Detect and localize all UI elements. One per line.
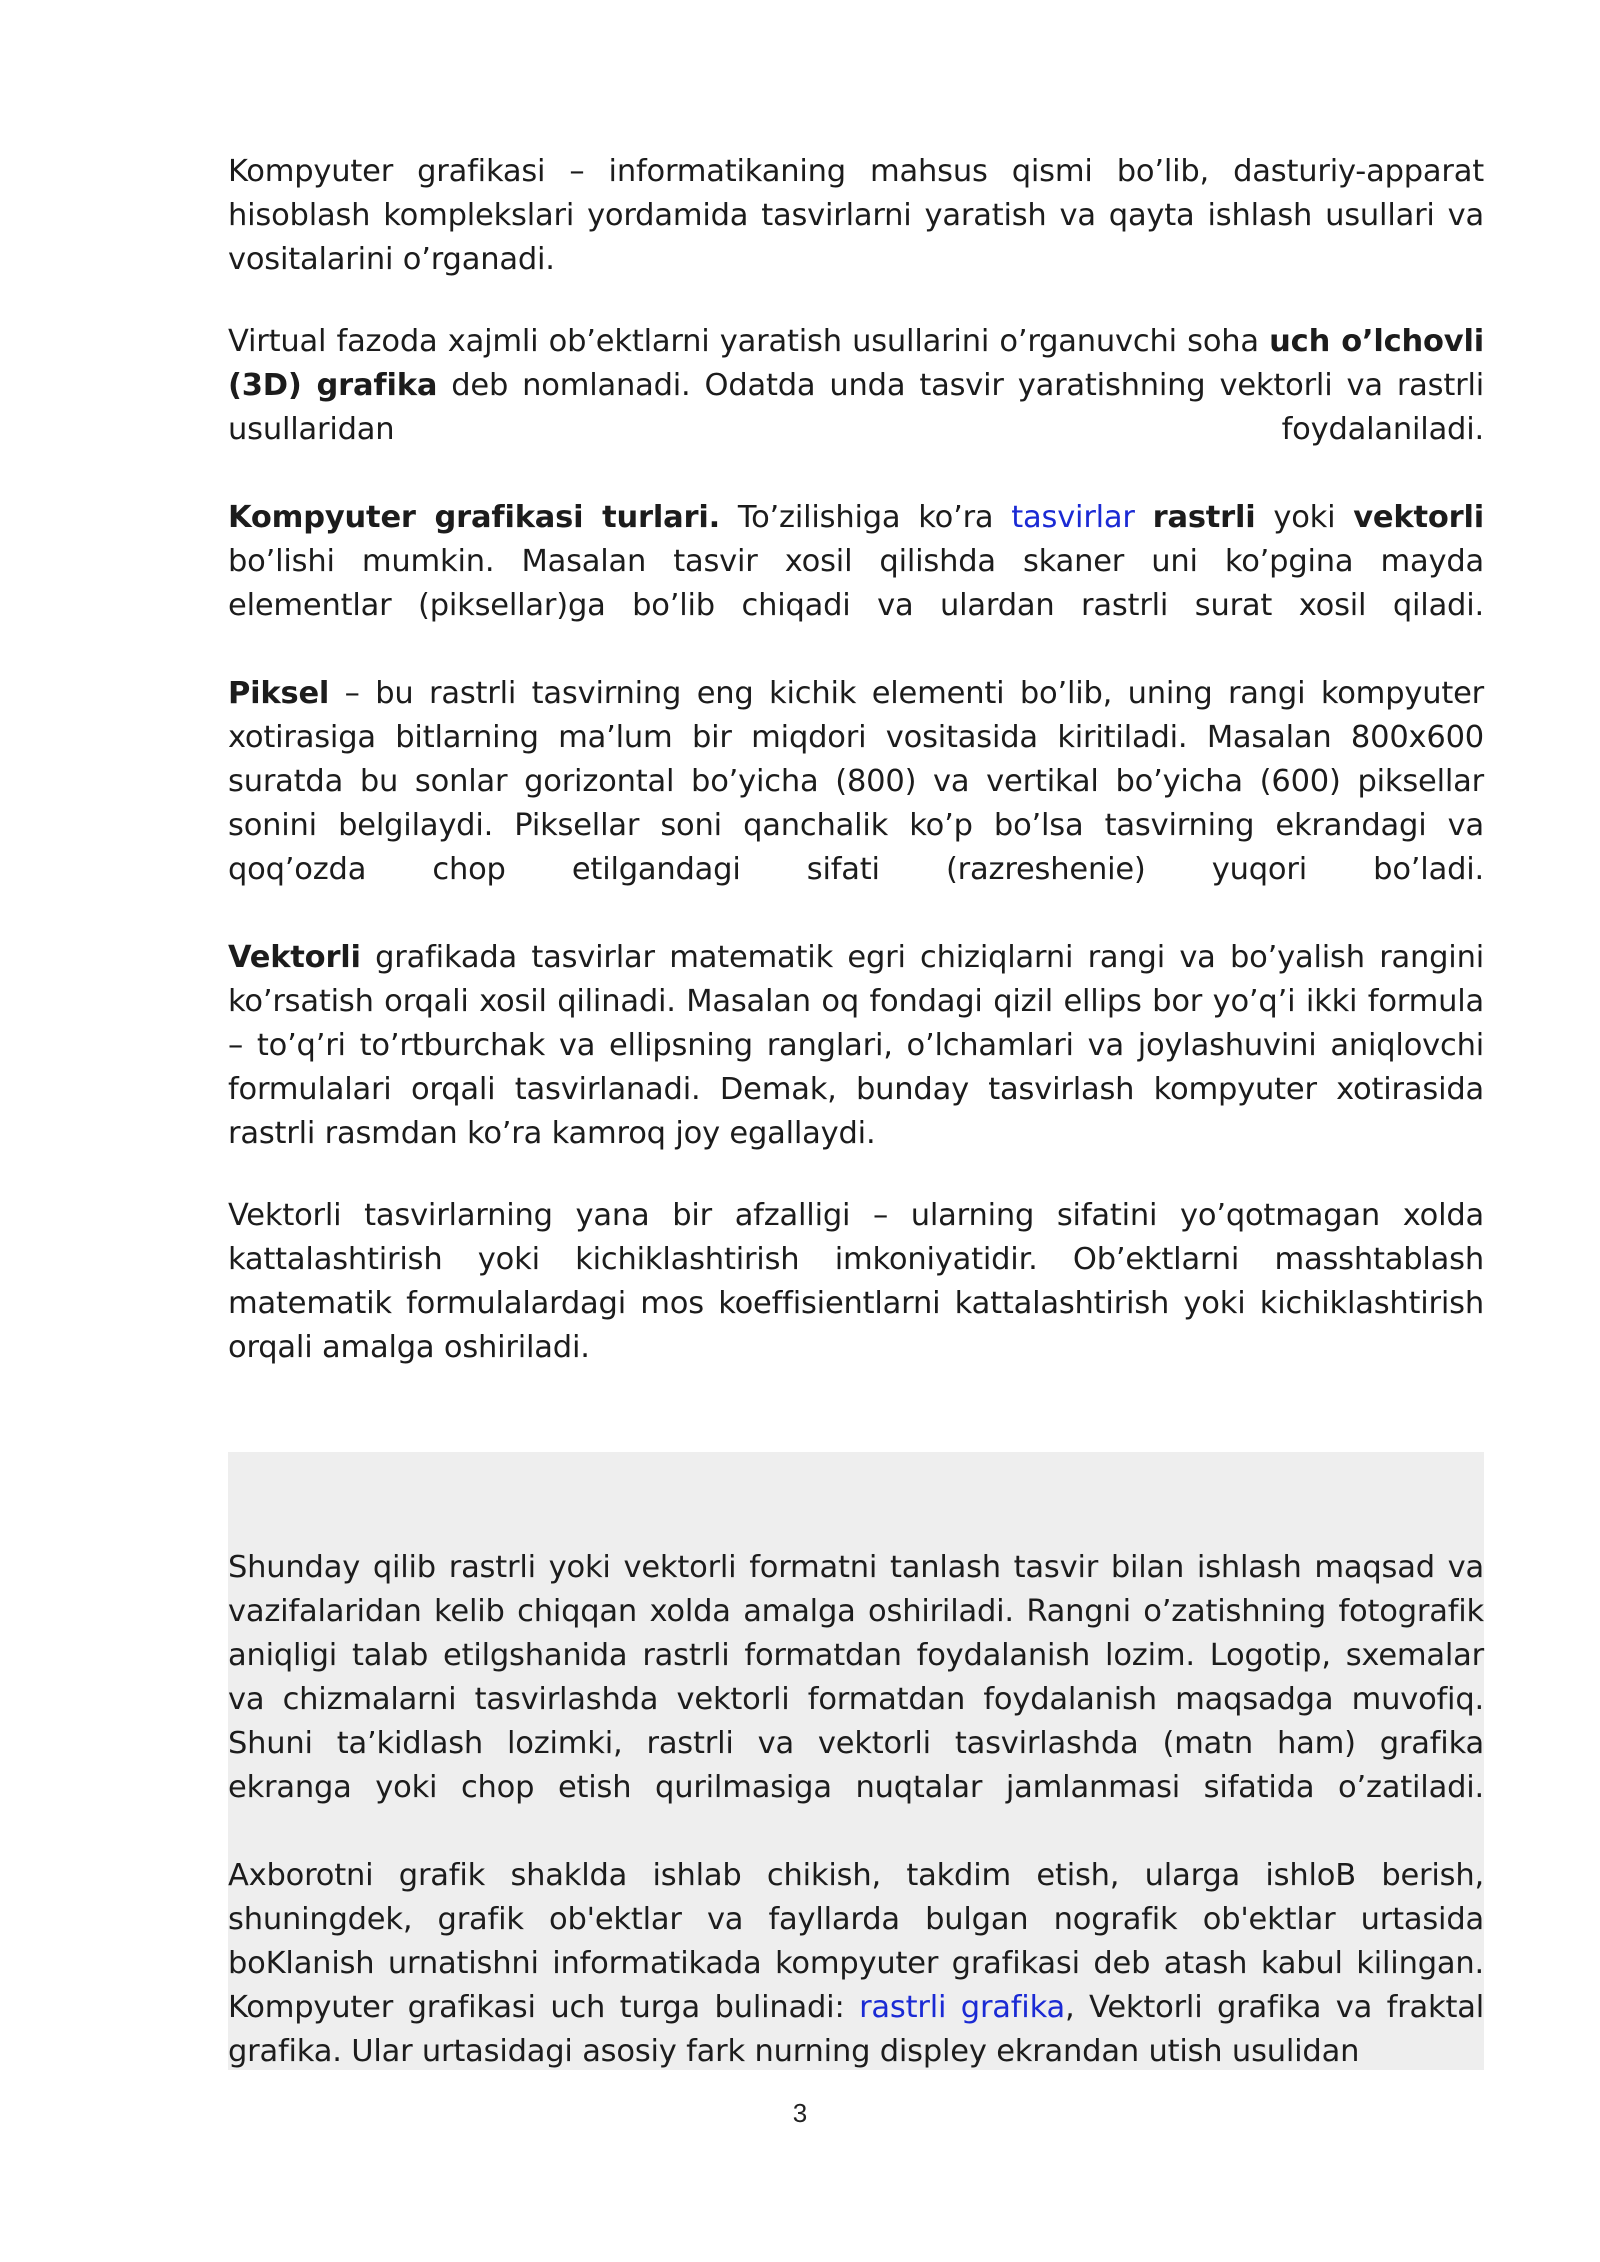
text-fragment	[1135, 500, 1153, 535]
text-fragment: yoki	[1255, 500, 1354, 535]
bold-term-rastrli: rastrli	[1152, 500, 1256, 535]
text-fragment: , Vektorli grafika va fraktal grafika. Ular urtasidagi asosiy fark nurning displey ekrandan utish usulidan	[228, 1990, 1484, 2069]
paragraph-pixel	[228, 672, 1484, 892]
paragraph-format-choice: Shunday qilib rastrli yoki vektorli formatni tanlash tasvir bilan ishlash maqsad va vazifalaridan kelib chiqqan xolda amalga oshiriladi. Rangni o’zatishning fotografik aniqligi talab etilgshanida rastrli formatdan foydalanish lozim. Logotip, sxemalar va chizmalarni tasvirlashda vektorli formatdan foydalanish maqsadga muvofiq. Shuni ta’kidlash lozimki, rastrli va vektorli tasvirlashda (matn ham) grafika ekranga yoki chop etish qurilmasiga nuqtalar jamlanmasi sifatida o’zatiladi.	[228, 1550, 1484, 1805]
bold-term-piksel: Piksel	[228, 676, 330, 711]
text-fragment: grafikada tasvirlar matematik egri chiziqlarni rangi va bo’yalish rangini ko’rsatish orqali xosil qilinadi. Masalan oq fondagi qizil ellips bor yo’q’i ikki formula – to’q’ri to’rtburchak va ellipsning ranglari, o’lchamlari va joylashuvini aniqlovchi formulalari orqali tasvirlanadi. Demak, bunday tasvirlash kompyuter xotirasida rastrli rasmdan ko’ra kamroq joy egallaydi.	[228, 940, 1484, 1151]
paragraph-3d-graphics	[228, 320, 1484, 452]
bold-term-vektorli: Vektorli	[228, 940, 361, 975]
text-fragment: Virtual fazoda xajmli ob’ektlarni yaratish usullarini o’rganuvchi soha	[228, 324, 1270, 359]
paragraph-graphics-types	[228, 496, 1484, 628]
paragraph-vector-advantage: Vektorli tasvirlarning yana bir afzalligi – ularning sifatini yo’qotmagan xolda kattalashtirish yoki kichiklashtirish imkoniyatidir. Ob’ektlarni masshtablash matematik formulalardagi mos koeffisientlarni kattalashtirish yoki kichiklashtirish orqali amalga oshiriladi.	[228, 1198, 1484, 1365]
text-fragment: Axborotni grafik shaklda ishlab chikish, takdim etish, ularga ishloB berish, shuningdek, grafik ob'ektlar va fayllarda bulgan nografik ob'ektlar urtasida boKlanish urnatishni informatikada kompyuter grafikasi deb atash kabul kilingan. Kompyuter grafikasi uch turga bulinadi:	[228, 1858, 1484, 2025]
paragraph-definition: Kompyuter grafikasi – informatikaning mahsus qismi bo’lib, dasturiy-apparat hisoblash komplekslari yordamida tasvirlarni yaratish va qayta ishlash usullari va vositalarini o’rganadi.	[228, 154, 1484, 277]
link-tasvirlar[interactable]: tasvirlar	[1011, 500, 1135, 535]
bold-heading-types: Kompyuter grafikasi turlari.	[228, 500, 720, 535]
shaded-block	[228, 1452, 1484, 2070]
paragraph-vector	[228, 936, 1484, 1156]
link-rastrli-grafika[interactable]: rastrli grafika	[859, 1990, 1065, 2025]
bold-term-3d: uch o’lchovli (3D) grafika	[228, 324, 1484, 403]
text-fragment: To’zilishiga ko’ra	[720, 500, 1012, 535]
page-number: 3	[792, 2098, 808, 2128]
text-fragment: – bu rastrli tasvirning eng kichik elementi bo’lib, uning rangi kompyuter xotirasiga bitlarning ma’lum bir miqdori vositasida kiritiladi. Masalan 800x600 suratda bu sonlar gorizontal bo’yicha (800) va vertikal bo’yicha (600) piksellar sonini belgilaydi. Piksellar soni qanchalik ko’p bo’lsa tasvirning ekrandagi va qoq’ozda chop etilgandagi sifati (razreshenie) yuqori bo’ladi.	[228, 676, 1484, 887]
bold-term-vektorli: vektorli	[1353, 500, 1484, 535]
page-body	[228, 150, 1484, 1370]
paragraph-computer-graphics-types	[228, 1854, 1484, 2074]
text-fragment: deb nomlanadi. Odatda unda tasvir yaratishning vektorli va rastrli usullaridan foydalaniladi.	[228, 368, 1484, 447]
text-fragment: bo’lishi mumkin. Masalan tasvir xosil qilishda skaner uni ko’pgina mayda elementlar (piksellar)ga bo’lib chiqadi va ulardan rastrli surat xosil qiladi.	[228, 544, 1484, 623]
